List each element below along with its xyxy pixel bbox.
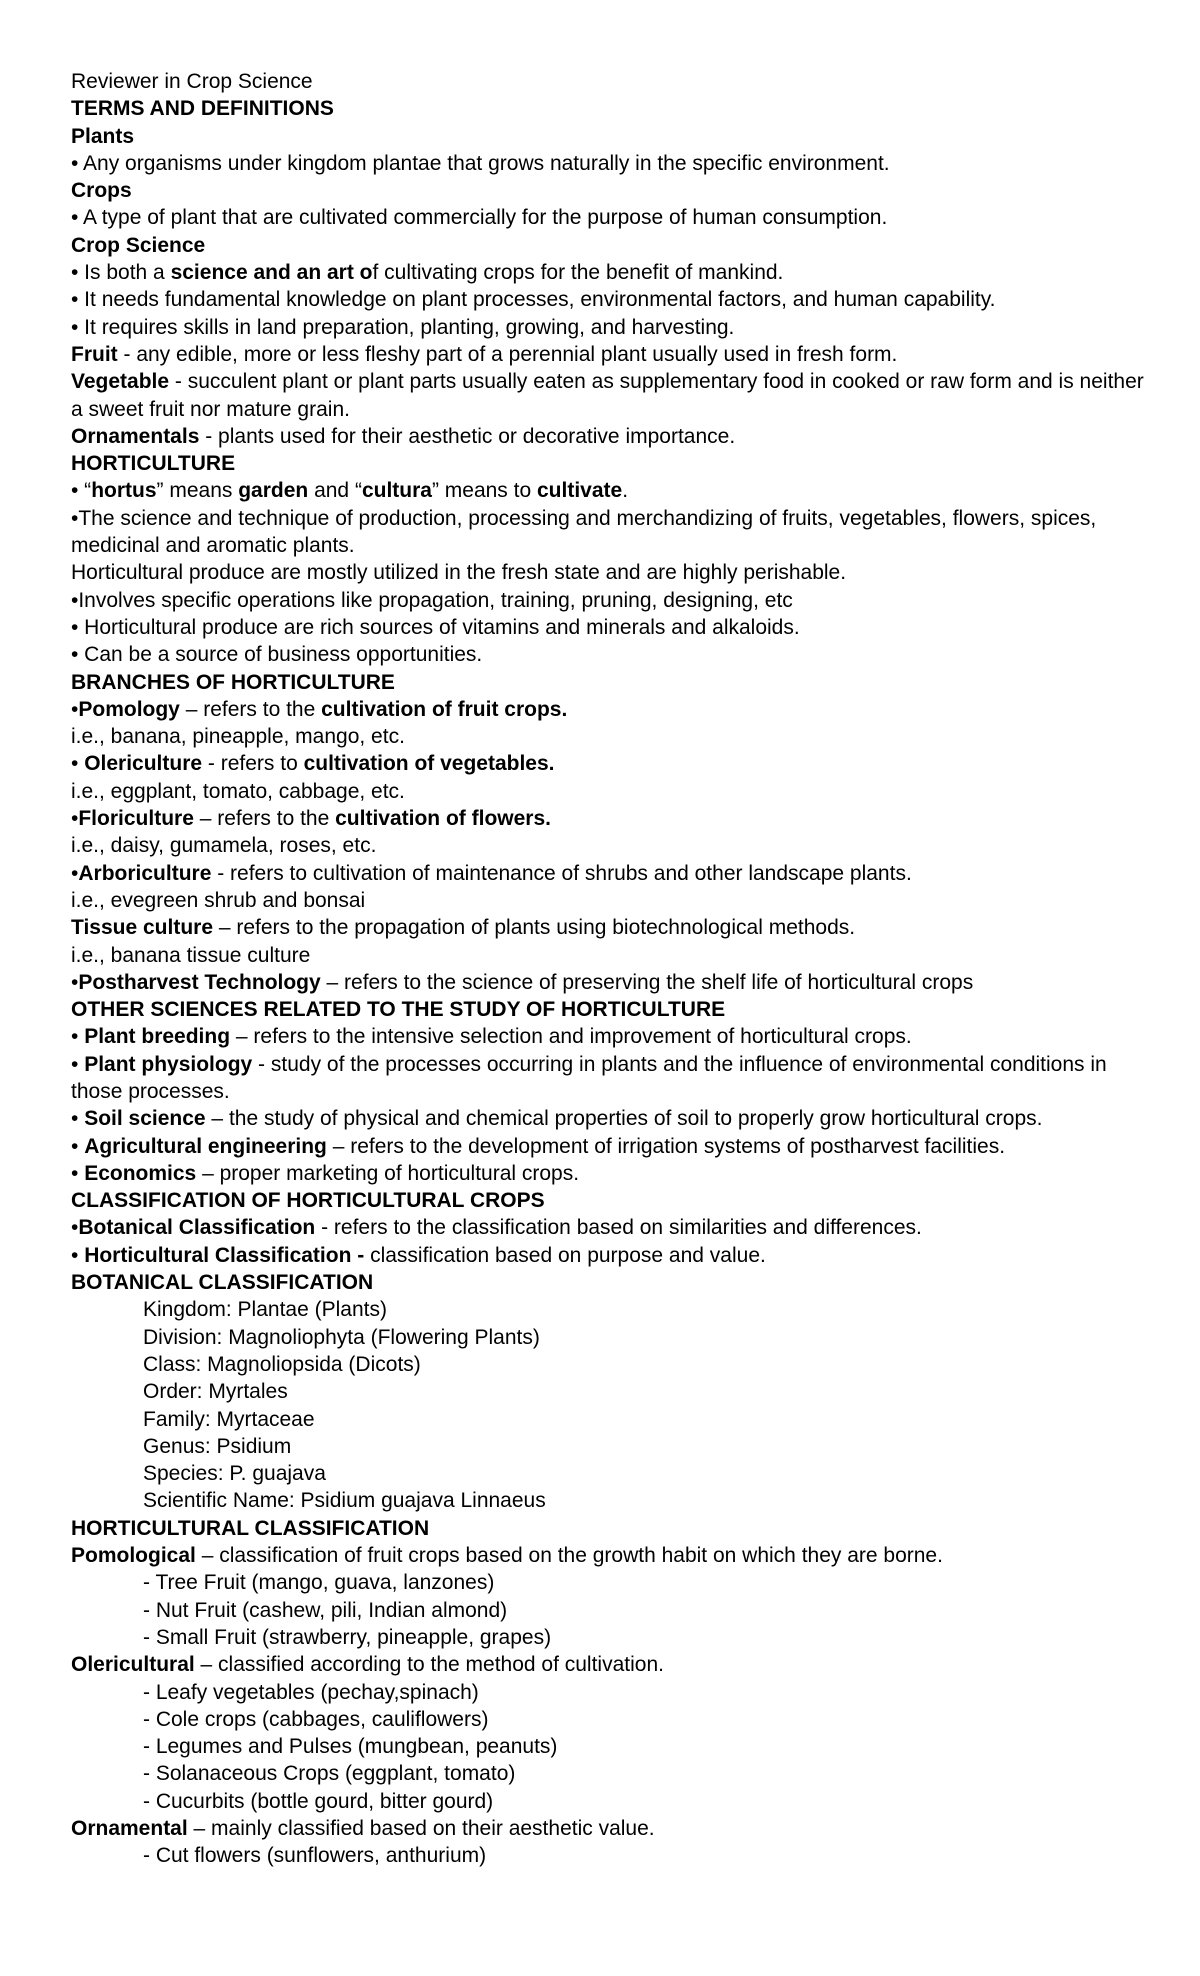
list-item: - Solanaceous Crops (eggplant, tomato) (143, 1762, 516, 1786)
botanical-row: Genus: Psidium (143, 1434, 292, 1458)
horticulture-bullet-2: Horticultural produce are mostly utilized in the fresh state and are highly perishable. (71, 561, 847, 585)
horticulture-bullet-3: •Involves specific operations like propagation, training, pruning, designing, etc (71, 588, 793, 612)
def-vegetable: Vegetable - succulent plant or plant parts usually eaten as supplementary food in cooked or raw form and is neither a sweet fruit nor mature grain. (71, 370, 1144, 421)
crop-science-bullet-2: • It needs fundamental knowledge on plant processes, environmental factors, and human capability. (71, 288, 996, 312)
list-item: - Cucurbits (bottle gourd, bitter gourd) (143, 1789, 494, 1813)
def-crops: • A type of plant that are cultivated commercially for the purpose of human consumption. (71, 206, 888, 230)
branch-olericulture: • Olericulture - refers to cultivation of vegetables. (71, 752, 555, 776)
related-agricultural-engineering: • Agricultural engineering – refers to the development of irrigation systems of postharvest facilities. (71, 1134, 1006, 1158)
branch-postharvest: •Postharvest Technology – refers to the science of preserving the shelf life of horticultural crops (71, 970, 974, 994)
botanical-row: Species: P. guajava (143, 1462, 326, 1486)
section-heading-horticulture: HORTICULTURE (71, 452, 236, 476)
botanical-row: Order: Myrtales (143, 1380, 288, 1404)
term-crops: Crops (71, 179, 132, 203)
branch-arboriculture-example: i.e., evegreen shrub and bonsai (71, 888, 366, 912)
horticulture-etymology: • “hortus” means garden and “cultura” means to cultivate. (71, 479, 629, 503)
horticulture-bullet-4: • Horticultural produce are rich sources of vitamins and minerals and alkaloids. (71, 615, 800, 639)
branch-floriculture: •Floriculture – refers to the cultivation of flowers. (71, 807, 551, 831)
related-plant-physiology: • Plant physiology - study of the processes occurring in plants and the influence of environmental conditions in those processes. (71, 1052, 1107, 1103)
list-item: - Legumes and Pulses (mungbean, peanuts) (143, 1735, 558, 1759)
branch-pomology-example: i.e., banana, pineapple, mango, etc. (71, 725, 405, 749)
crop-science-bullet-1: • Is both a science and an art of cultivating crops for the benefit of mankind. (71, 261, 784, 285)
section-heading-terms: TERMS AND DEFINITIONS (71, 97, 334, 121)
list-item: - Cut flowers (sunflowers, anthurium) (143, 1844, 487, 1868)
list-item: - Tree Fruit (mango, guava, lanzones) (143, 1571, 495, 1595)
crop-science-bullet-3: • It requires skills in land preparation, planting, growing, and harvesting. (71, 315, 735, 339)
botanical-row: Division: Magnoliophyta (Flowering Plants) (143, 1325, 540, 1349)
term-crop-science: Crop Science (71, 233, 206, 257)
branch-pomology: •Pomology – refers to the cultivation of fruit crops. (71, 697, 568, 721)
def-plants: • Any organisms under kingdom plantae that grows naturally in the specific environment. (71, 151, 890, 175)
classification-horticultural: • Horticultural Classification - classification based on purpose and value. (71, 1243, 766, 1267)
def-fruit: Fruit - any edible, more or less fleshy part of a perennial plant usually used in fresh form. (71, 342, 898, 366)
branch-olericulture-example: i.e., eggplant, tomato, cabbage, etc. (71, 779, 405, 803)
section-heading-related-sciences: OTHER SCIENCES RELATED TO THE STUDY OF HORTICULTURE (71, 998, 726, 1022)
hort-ornamental: Ornamental – mainly classified based on their aesthetic value. (71, 1817, 655, 1840)
horticulture-bullet-1: •The science and technique of production, processing and merchandizing of fruits, vegetables, flowers, spices, medicinal and aromatic plants. (71, 506, 1097, 558)
section-heading-classification: CLASSIFICATION OF HORTICULTURAL CROPS (71, 1189, 545, 1213)
botanical-row: Scientific Name: Psidium guajava Linnaeus (143, 1489, 546, 1513)
list-item: - Leafy vegetables (pechay,spinach) (143, 1680, 479, 1704)
horticulture-bullet-5: • Can be a source of business opportunities. (71, 643, 483, 667)
related-soil-science: • Soil science – the study of physical and chemical properties of soil to properly grow horticultural crops. (71, 1107, 1043, 1131)
botanical-row: Kingdom: Plantae (Plants) (143, 1298, 387, 1322)
list-item: - Nut Fruit (cashew, pili, Indian almond) (143, 1598, 508, 1622)
botanical-row: Family: Myrtaceae (143, 1407, 315, 1431)
related-plant-breeding: • Plant breeding – refers to the intensive selection and improvement of horticultural crops. (71, 1025, 912, 1049)
branch-tissue-culture: Tissue culture – refers to the propagation of plants using biotechnological methods. (71, 916, 856, 940)
branch-arboriculture: •Arboriculture - refers to cultivation of maintenance of shrubs and other landscape plants. (71, 861, 912, 885)
section-heading-botanical: BOTANICAL CLASSIFICATION (71, 1271, 374, 1295)
section-heading-branches: BRANCHES OF HORTICULTURE (71, 670, 395, 694)
classification-botanical: •Botanical Classification - refers to the classification based on similarities and differences. (71, 1216, 922, 1240)
botanical-row: Class: Magnoliopsida (Dicots) (143, 1352, 421, 1376)
hort-pomological: Pomological – classification of fruit crops based on the growth habit on which they are borne. (71, 1544, 943, 1568)
branch-floriculture-example: i.e., daisy, gumamela, roses, etc. (71, 834, 377, 858)
list-item: - Cole crops (cabbages, cauliflowers) (143, 1707, 489, 1731)
branch-tissue-culture-example: i.e., banana tissue culture (71, 943, 311, 967)
hort-olericultural: Olericultural – classified according to the method of cultivation. (71, 1653, 664, 1677)
list-item: - Small Fruit (strawberry, pineapple, grapes) (143, 1625, 552, 1649)
term-plants: Plants (71, 124, 135, 148)
def-ornamentals: Ornamentals - plants used for their aesthetic or decorative importance. (71, 424, 736, 448)
section-heading-horticultural: HORTICULTURAL CLASSIFICATION (71, 1516, 430, 1540)
document-title: Reviewer in Crop Science (71, 70, 313, 93)
related-economics: • Economics – proper marketing of horticultural crops. (71, 1161, 580, 1185)
